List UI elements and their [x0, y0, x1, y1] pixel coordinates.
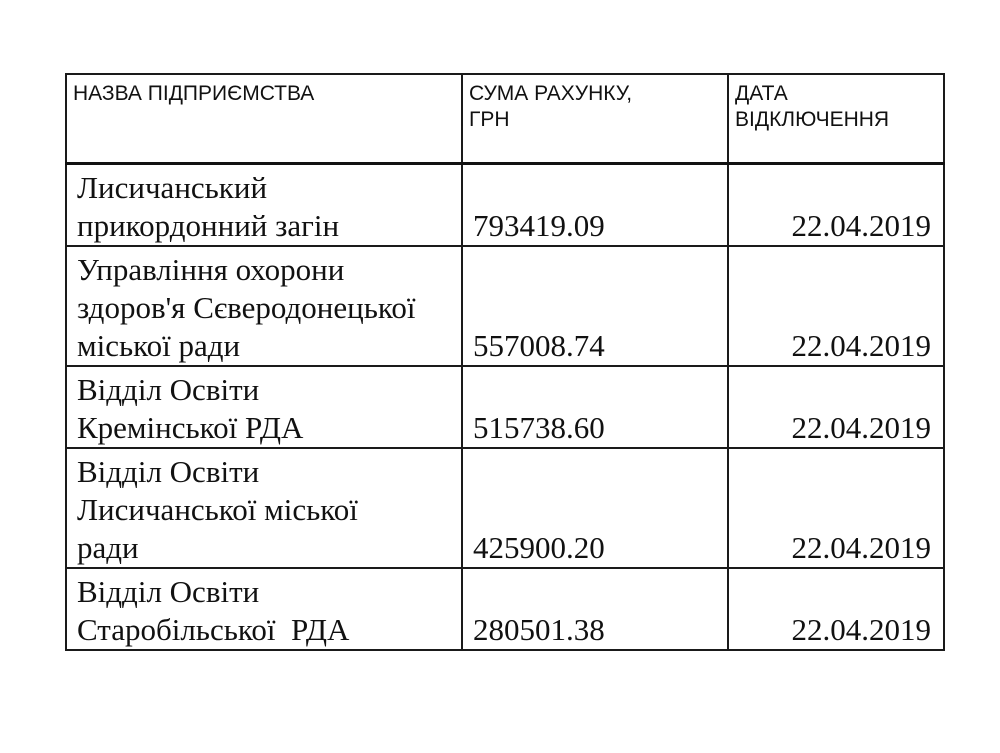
table-body [66, 164, 944, 651]
table-row [66, 164, 944, 247]
disconnection-date-cell: 22.04.2019 [728, 164, 944, 247]
disconnection-date-cell: 22.04.2019 [728, 246, 944, 366]
invoice-amount-cell: 515738.60 [462, 366, 728, 448]
header-row [66, 74, 944, 164]
header-disconnection-date: ДАТА ВІДКЛЮЧЕННЯ [728, 74, 944, 164]
table-header [66, 74, 944, 164]
invoice-amount-cell: 557008.74 [462, 246, 728, 366]
header-invoice-amount: СУМА РАХУНКУ, ГРН [462, 74, 728, 164]
company-name-cell: Управління охорони здоров'я Сєверодонецької міської ради [66, 246, 462, 366]
invoice-amount-cell: 280501.38 [462, 568, 728, 650]
table-row [66, 246, 944, 366]
header-company-name: НАЗВА ПІДПРИЄМСТВА [66, 74, 462, 164]
table-row [66, 366, 944, 448]
debtors-table [65, 73, 945, 651]
company-name-cell: Лисичанський прикордонний загін [66, 164, 462, 247]
company-name-cell: Відділ Освіти Кремінської РДА [66, 366, 462, 448]
company-name-cell: Відділ Освіти Лисичанської міської ради [66, 448, 462, 568]
table-row [66, 568, 944, 650]
disconnection-date-cell: 22.04.2019 [728, 366, 944, 448]
disconnection-date-cell: 22.04.2019 [728, 448, 944, 568]
invoice-amount-cell: 793419.09 [462, 164, 728, 247]
company-name-cell: Відділ Освіти Старобільської РДА [66, 568, 462, 650]
disconnection-date-cell: 22.04.2019 [728, 568, 944, 650]
invoice-amount-cell: 425900.20 [462, 448, 728, 568]
table-row [66, 448, 944, 568]
